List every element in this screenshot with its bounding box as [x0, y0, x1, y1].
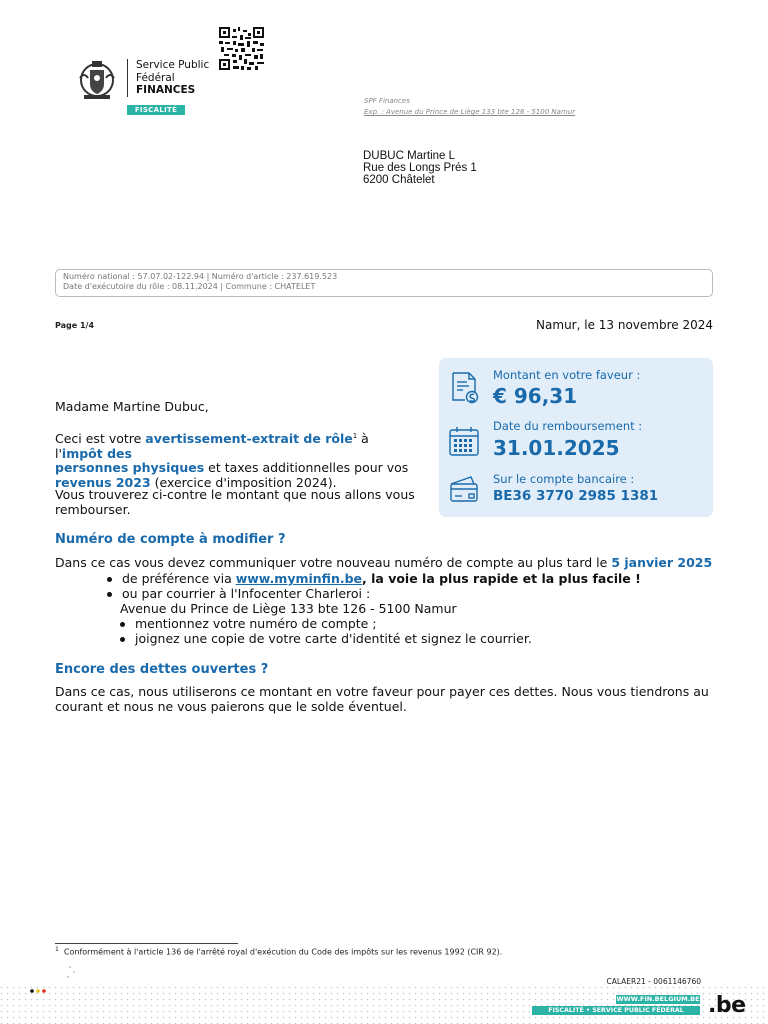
reference-box: [55, 269, 713, 297]
myminfin-link[interactable]: www.myminfin.be: [235, 571, 363, 586]
recipient-address: [363, 150, 477, 186]
debts-line-1: Dans ce cas, nous utiliserons ce montant en votre faveur pour payer ces dettes. Nous vous tiendrons au: [55, 684, 709, 699]
bullet-courrier: [107, 586, 370, 601]
bullet-dot: [120, 622, 125, 627]
footnote-separator: [55, 943, 238, 944]
paragraph-refund: [55, 488, 415, 517]
organization-name: [127, 59, 209, 97]
refund-date-value: 31.01.2025: [493, 436, 620, 460]
text-span: mentionnez votre numéro de compte ;: [135, 616, 377, 631]
paragraph-account-change: [55, 556, 712, 571]
sender-block: [364, 96, 575, 118]
document-code: CALAER21 - 0061146760: [606, 977, 701, 986]
belgian-coat-of-arms-icon: [76, 58, 118, 102]
footnote-ref: 1: [352, 432, 358, 440]
sub-bullet-account: [120, 616, 377, 631]
infocenter-address: Avenue du Prince de Liège 133 bte 126 - 5100 Namur: [120, 601, 457, 616]
website-tag: WWW.FIN.BELGIUM.BE: [616, 995, 700, 1003]
amount-value: € 96,31: [493, 384, 578, 408]
footnote: [55, 946, 502, 957]
heading-debts: Encore des dettes ouvertes ?: [55, 662, 269, 677]
highlight-personnes: personnes physiques: [55, 460, 205, 476]
text-span: et taxes additionnelles pour vos: [204, 460, 409, 476]
text-span: Ceci est votre: [55, 431, 146, 447]
bullet-myminfin: [107, 571, 641, 586]
refund-date-label: Date du remboursement :: [493, 419, 643, 433]
fiscalite-tag: FISCALITÉ: [127, 105, 185, 115]
refund-line-2: rembourser.: [55, 501, 131, 517]
qr-code-icon: [219, 27, 264, 70]
org-line-1: Service Public: [136, 59, 210, 71]
bullet-dot: [120, 637, 125, 642]
document-money-icon: [447, 370, 481, 404]
heading-account-change: Numéro de compte à modifier ?: [55, 532, 286, 547]
salutation: Madame Martine Dubuc,: [55, 399, 209, 414]
highlight-avertissement: avertissement-extrait de rôle: [145, 431, 353, 447]
deadline-date: 5 janvier 2025: [611, 555, 713, 570]
bank-card-icon: [447, 473, 481, 507]
recipient-name: DUBUC Martine L: [363, 150, 456, 162]
highlight-impot: impôt des: [61, 445, 132, 461]
text-span: à l': [55, 431, 369, 461]
bullet-dot: [107, 577, 112, 582]
paragraph-intro: [55, 429, 415, 490]
debts-line-2: courant et nous ne vous paierons que le solde éventuel.: [55, 698, 407, 714]
sender-name: SPF Finances: [364, 97, 410, 105]
letter-date: Namur, le 13 novembre 2024: [536, 318, 713, 332]
account-label: Sur le compte bancaire :: [493, 472, 635, 486]
text-span: ou par courrier à l'Infocenter Charleroi :: [122, 586, 371, 601]
amount-label: Montant en votre faveur :: [493, 368, 641, 382]
calendar-icon: [447, 424, 481, 458]
footnote-number: 1: [55, 946, 59, 953]
account-value: BE36 3770 2985 1381: [493, 488, 659, 504]
page-number: Page 1/4: [55, 321, 95, 330]
org-line-2: Fédéral: [136, 71, 175, 84]
text-span: , la voie la plus rapide et la plus facile !: [362, 571, 641, 586]
footnote-text: Conformément à l'article 136 de l'arrêté royal d'exécution du Code des impôts sur les revenus 1992 (CIR 92).: [63, 947, 503, 957]
reference-line-1: Numéro national : 57.07.02-122.94 | Numéro d'article : 237.619.523: [63, 272, 338, 281]
recipient-street: Rue des Longs Prés 1: [363, 162, 477, 174]
text-span: de préférence via: [122, 571, 236, 586]
be-logo: .be: [708, 993, 746, 1018]
org-line-3: FINANCES: [136, 84, 196, 96]
sender-address: Exp. : Avenue du Prince de Liège 133 bte 126 - 5100 Namur: [364, 108, 576, 116]
recipient-city: 6200 Châtelet: [363, 174, 435, 186]
bullet-dot: [107, 592, 112, 597]
paragraph-debts: [55, 685, 709, 714]
refund-summary-panel: [439, 358, 713, 517]
sub-bullet-identity: [120, 631, 532, 646]
text-span: (exercice d'imposition 2024).: [150, 474, 337, 490]
text-span: Dans ce cas vous devez communiquer votre nouveau numéro de compte au plus tard le: [55, 555, 612, 570]
highlight-revenus: revenus 2023: [55, 474, 151, 490]
reference-line-2: Date d'exécutoire du rôle : 08.11.2024 | Commune : CHATELET: [63, 282, 316, 291]
refund-line-1: Vous trouverez ci-contre le montant que nous allons vous: [55, 487, 415, 502]
text-span: joignez une copie de votre carte d'identité et signez le courrier.: [135, 631, 532, 646]
service-tag: FISCALITÉ • SERVICE PUBLIC FÉDÉRAL FINANCES: [532, 1006, 700, 1015]
